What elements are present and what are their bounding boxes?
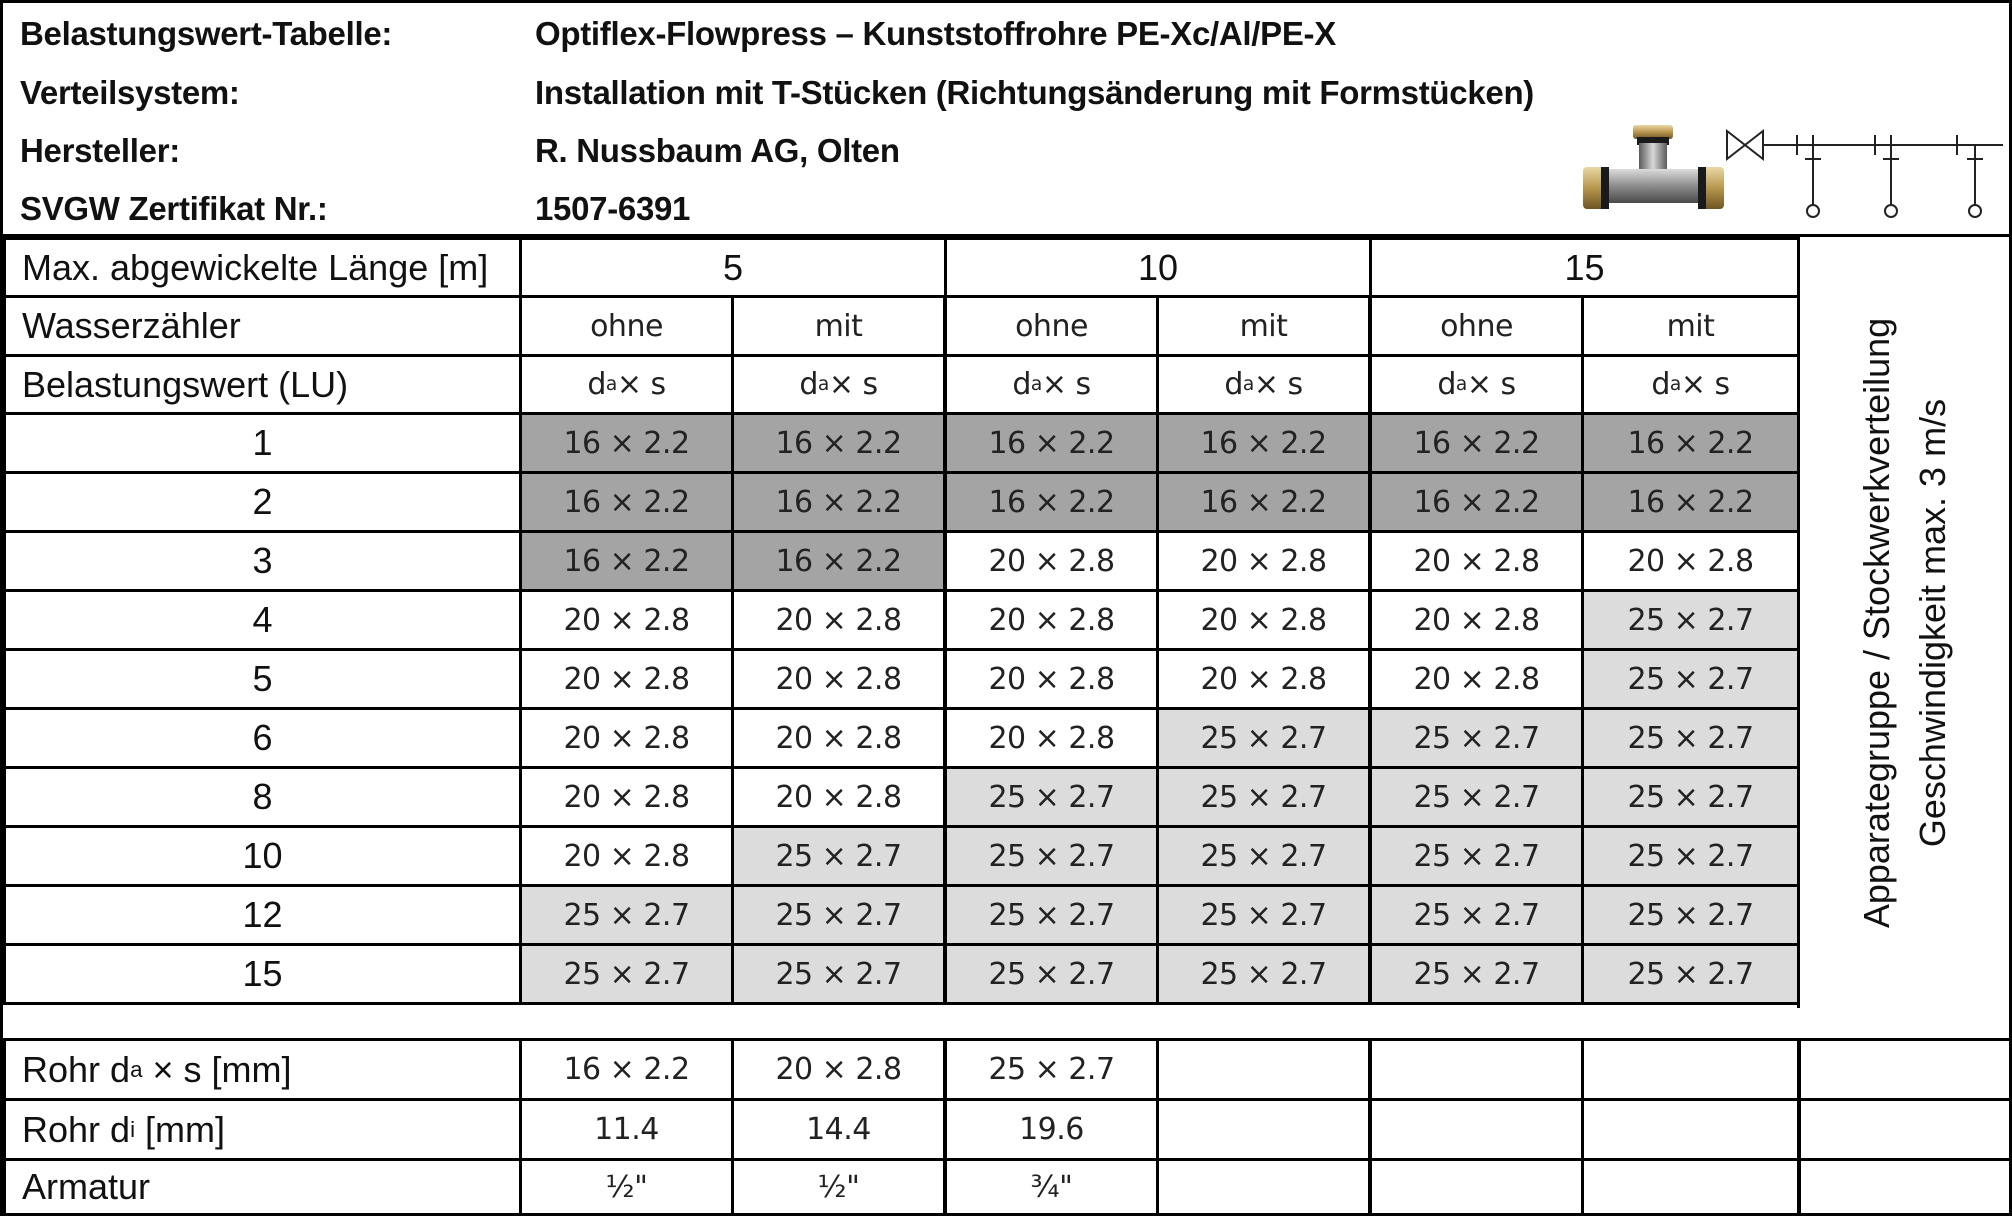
pipe-size-cell: 25 × 2.7 [1156, 825, 1371, 887]
footer-value-cell [1797, 1098, 2012, 1161]
load-value-cell: 12 [3, 884, 522, 946]
dimension-header-cell: d a × s [944, 354, 1159, 415]
pipe-size-cell: 25 × 2.7 [1156, 884, 1371, 946]
pipe-size-cell: 25 × 2.7 [731, 943, 946, 1005]
load-value-cell: 4 [3, 589, 522, 651]
pipe-size-cell: 16 × 2.2 [519, 530, 734, 592]
footer-value-cell [1369, 1038, 1584, 1101]
footer-value-cell [1581, 1038, 1801, 1101]
pipe-size-cell: 20 × 2.8 [731, 648, 946, 710]
length-header: 15 [1369, 237, 1800, 298]
pipe-size-cell: 16 × 2.2 [1156, 412, 1371, 474]
pipe-size-cell: 25 × 2.7 [1581, 943, 1800, 1005]
footer-value-cell [1369, 1098, 1584, 1161]
pipe-size-cell: 20 × 2.8 [1156, 589, 1371, 651]
pipe-size-cell: 16 × 2.2 [731, 412, 946, 474]
footer-value-cell [1797, 1038, 2012, 1101]
pipe-size-cell: 25 × 2.7 [944, 943, 1159, 1005]
pipe-size-cell: 20 × 2.8 [519, 825, 734, 887]
footer-value-cell [1581, 1098, 1801, 1161]
header-value: R. Nussbaum AG, Olten [535, 132, 900, 169]
footer-value-cell: ½" [519, 1158, 734, 1216]
pipe-size-cell: 16 × 2.2 [1369, 471, 1584, 533]
pipe-size-cell: 25 × 2.7 [731, 884, 946, 946]
header-value: 1507-6391 [535, 190, 691, 227]
footer-value-cell [1156, 1038, 1371, 1101]
footer-row-label: Rohr d i [mm] [3, 1098, 522, 1161]
footer-value-cell: ½" [731, 1158, 946, 1216]
length-header: 5 [519, 237, 947, 298]
pipe-size-cell: 16 × 2.2 [944, 412, 1159, 474]
footer-value-cell: 25 × 2.7 [944, 1038, 1159, 1101]
header-label: Verteilsystem: [20, 74, 240, 111]
spacer-row [3, 1008, 2009, 1041]
footer-value-cell: 19.6 [944, 1098, 1159, 1161]
header [3, 3, 2009, 237]
pipe-size-cell: 25 × 2.7 [1369, 766, 1584, 828]
meter-cell: ohne [944, 295, 1159, 357]
pipe-size-cell: 25 × 2.7 [519, 884, 734, 946]
meter-cell: mit [1156, 295, 1371, 357]
pipe-size-cell: 16 × 2.2 [519, 412, 734, 474]
meter-cell: mit [1581, 295, 1800, 357]
footer-value-cell [1156, 1158, 1371, 1216]
pipe-size-cell: 20 × 2.8 [1156, 530, 1371, 592]
load-value-cell: 10 [3, 825, 522, 887]
velocity-note-text [1849, 317, 1961, 927]
load-value-cell: 6 [3, 707, 522, 769]
pipe-size-cell: 25 × 2.7 [1581, 766, 1800, 828]
velocity-note-line1: Apparategruppe / Stockwerkverteilung [1855, 317, 1897, 928]
pipe-size-cell: 20 × 2.8 [1369, 589, 1584, 651]
pipe-size-cell: 16 × 2.2 [1581, 412, 1800, 474]
row-label-meter: Wasserzähler [3, 295, 522, 357]
pipe-size-cell: 16 × 2.2 [1581, 471, 1800, 533]
load-value-cell: 3 [3, 530, 522, 592]
pipe-size-cell: 25 × 2.7 [1156, 943, 1371, 1005]
pipe-size-cell: 25 × 2.7 [1369, 707, 1584, 769]
dimension-header-cell: d a × s [1156, 354, 1371, 415]
footer-value-cell [1369, 1158, 1584, 1216]
footer-row-label: Rohr d a × s [mm] [3, 1038, 522, 1101]
pipe-size-cell: 20 × 2.8 [944, 530, 1159, 592]
meter-cell: mit [731, 295, 946, 357]
pipe-size-cell: 20 × 2.8 [1369, 530, 1584, 592]
dimension-header-cell: d a × s [1581, 354, 1800, 415]
pipe-size-cell: 25 × 2.7 [1369, 825, 1584, 887]
load-value-cell: 2 [3, 471, 522, 533]
pipe-size-cell: 16 × 2.2 [519, 471, 734, 533]
row-label-load: Belastungswert (LU) [3, 354, 522, 415]
pipe-size-cell: 16 × 2.2 [944, 471, 1159, 533]
pipe-size-cell: 16 × 2.2 [1369, 412, 1584, 474]
pipe-size-cell: 20 × 2.8 [731, 766, 946, 828]
pipe-size-cell: 16 × 2.2 [731, 530, 946, 592]
pipe-size-cell: 25 × 2.7 [1156, 707, 1371, 769]
pipe-size-cell: 25 × 2.7 [1369, 884, 1584, 946]
pipe-size-cell: 20 × 2.8 [944, 648, 1159, 710]
pipe-size-cell: 25 × 2.7 [1581, 589, 1800, 651]
pipe-size-cell: 16 × 2.2 [1156, 471, 1371, 533]
pipe-size-cell: 25 × 2.7 [1369, 943, 1584, 1005]
meter-cell: ohne [519, 295, 734, 357]
length-header: 10 [944, 237, 1372, 298]
footer-value-cell: 11.4 [519, 1098, 734, 1161]
dimension-header-cell: d a × s [731, 354, 946, 415]
pipe-size-cell: 25 × 2.7 [1581, 825, 1800, 887]
header-value: Optiflex-Flowpress – Kunststoffrohre PE-Xc/Al/PE-X [535, 15, 1336, 52]
pipe-size-cell: 25 × 2.7 [1581, 648, 1800, 710]
footer-value-cell: ¾" [944, 1158, 1159, 1216]
t-fitting-image [1581, 121, 1726, 221]
footer-value-cell: 20 × 2.8 [731, 1038, 946, 1101]
pipe-size-cell: 25 × 2.7 [944, 884, 1159, 946]
header-label: Hersteller: [20, 132, 180, 169]
footer-value-cell [1156, 1098, 1371, 1161]
pipe-size-cell: 20 × 2.8 [944, 589, 1159, 651]
footer-row-label: Armatur [3, 1158, 522, 1216]
pipe-size-cell: 25 × 2.7 [944, 766, 1159, 828]
pipe-size-cell: 20 × 2.8 [519, 766, 734, 828]
load-value-cell: 15 [3, 943, 522, 1005]
distribution-schema-icon [1725, 121, 2005, 221]
load-value-cell: 1 [3, 412, 522, 474]
dimension-header-cell: d a × s [519, 354, 734, 415]
load-value-cell: 5 [3, 648, 522, 710]
pipe-size-cell: 20 × 2.8 [1581, 530, 1800, 592]
pipe-size-cell: 20 × 2.8 [1156, 648, 1371, 710]
velocity-note-line2: Geschwindigkeit max. 3 m/s [1911, 398, 1953, 847]
pipe-size-cell: 20 × 2.8 [519, 707, 734, 769]
velocity-note [1797, 237, 2009, 1008]
footer-value-cell [1797, 1158, 2012, 1216]
footer-value-cell: 14.4 [731, 1098, 946, 1161]
pipe-size-cell: 20 × 2.8 [731, 589, 946, 651]
pipe-size-cell: 25 × 2.7 [519, 943, 734, 1005]
pipe-size-cell: 20 × 2.8 [519, 648, 734, 710]
pipe-size-cell: 16 × 2.2 [731, 471, 946, 533]
pipe-size-cell: 25 × 2.7 [1156, 766, 1371, 828]
load-value-cell: 8 [3, 766, 522, 828]
footer-value-cell: 16 × 2.2 [519, 1038, 734, 1101]
meter-cell: ohne [1369, 295, 1584, 357]
pipe-size-cell: 20 × 2.8 [731, 707, 946, 769]
dimension-header-cell: d a × s [1369, 354, 1584, 415]
row-label-length: Max. abgewickelte Länge [m] [3, 237, 522, 298]
header-value: Installation mit T-Stücken (Richtungsänderung mit Formstücken) [535, 74, 1534, 111]
header-label: Belastungswert-Tabelle: [20, 15, 393, 52]
pipe-size-cell: 20 × 2.8 [944, 707, 1159, 769]
header-label: SVGW Zertifikat Nr.: [20, 190, 328, 227]
pipe-size-cell: 20 × 2.8 [1369, 648, 1584, 710]
pipe-size-cell: 25 × 2.7 [1581, 884, 1800, 946]
pipe-size-cell: 25 × 2.7 [1581, 707, 1800, 769]
pipe-size-cell: 25 × 2.7 [944, 825, 1159, 887]
pipe-size-cell: 25 × 2.7 [731, 825, 946, 887]
pipe-size-cell: 20 × 2.8 [519, 589, 734, 651]
footer-value-cell [1581, 1158, 1801, 1216]
